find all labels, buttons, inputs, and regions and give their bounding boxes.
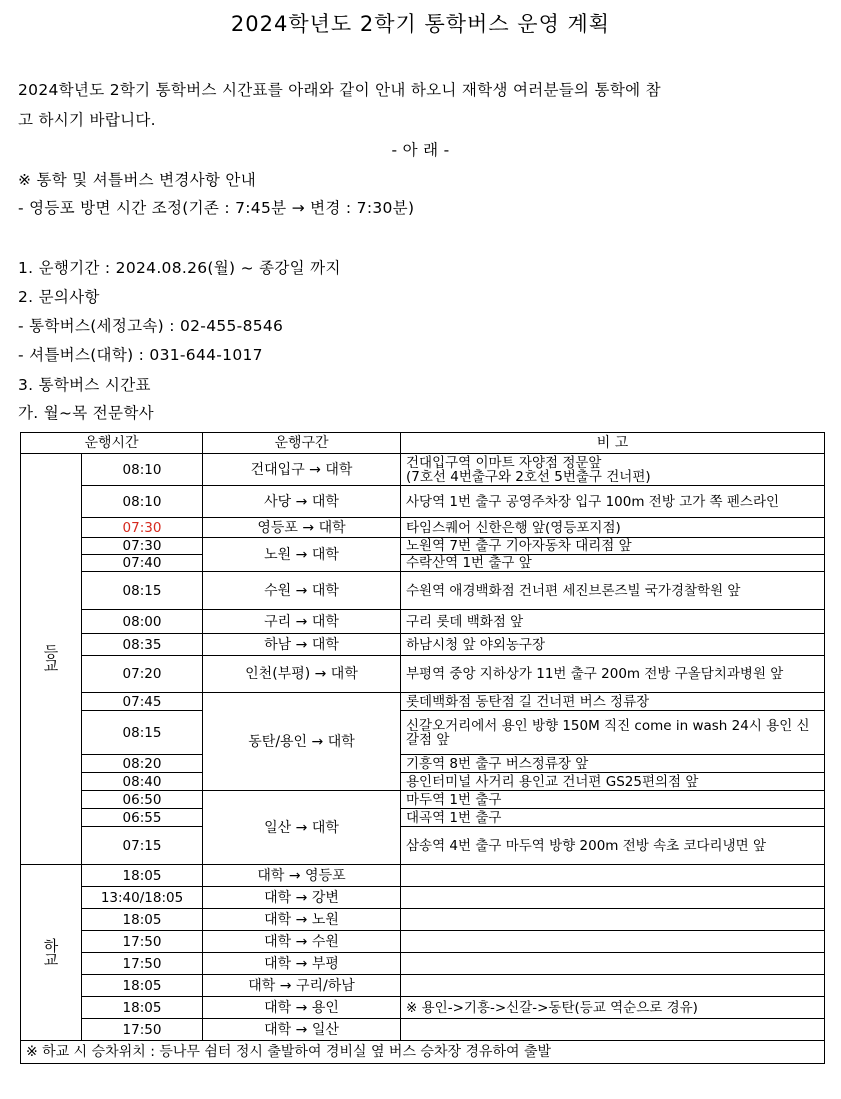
route-cell: 대학 → 일산 <box>203 1019 401 1041</box>
time-cell: 08:15 <box>82 711 203 755</box>
table-row <box>21 755 825 773</box>
header-note: 비 고 <box>401 433 825 454</box>
note-cell: 신갈오거리에서 용인 방향 150M 직진 come in wash 24시 용인 신갈점 앞 <box>401 711 825 755</box>
time-cell: 07:45 <box>82 693 203 711</box>
note-cell: 노원역 7번 출구 기아자동차 대리점 앞 <box>401 538 825 555</box>
note-cell: 건대입구역 이마트 자양점 정문앞 (7호선 4번출구와 2호선 5번출구 건너편) <box>401 454 825 486</box>
note-cell: 마두역 1번 출구 <box>401 791 825 809</box>
note-cell: 대곡역 1번 출구 <box>401 809 825 827</box>
note-cell: 수원역 애경백화점 건너편 세진브론즈빌 국가경찰학원 앞 <box>401 572 825 610</box>
time-cell: 08:10 <box>82 454 203 486</box>
page-title: 2024학년도 2학기 통학버스 운영 계획 <box>230 12 611 36</box>
intro-line-1: 2024학년도 2학기 통학버스 시간표를 아래와 같이 안내 하오니 재학생 여러분들의 통학에 참 <box>18 81 661 99</box>
time-cell: 08:35 <box>82 634 203 656</box>
table-row <box>21 809 825 827</box>
header-route: 운행구간 <box>203 433 401 454</box>
note-cell <box>401 887 825 909</box>
time-cell: 07:20 <box>82 656 203 693</box>
time-cell: 07:30 <box>82 538 203 555</box>
time-cell: 08:20 <box>82 755 203 773</box>
time-cell: 08:15 <box>82 572 203 610</box>
note-cell: 삼송역 4번 출구 마두역 방향 200m 전방 속초 코다리냉면 앞 <box>401 827 825 865</box>
note-cell: 수락산역 1번 출구 앞 <box>401 555 825 572</box>
route-cell: 인천(부평) → 대학 <box>203 656 401 693</box>
time-cell: 17:50 <box>82 931 203 953</box>
group-label-from-school: 하 교 <box>21 865 82 1041</box>
timetable-subtitle: 가. 월~목 전문학사 <box>18 404 154 422</box>
table-row <box>21 1019 825 1041</box>
route-cell: 대학 → 영등포 <box>203 865 401 887</box>
table-row <box>21 887 825 909</box>
time-cell: 18:05 <box>82 909 203 931</box>
note-cell <box>401 975 825 997</box>
note-cell <box>401 1019 825 1041</box>
table-row <box>21 827 825 865</box>
table-row <box>21 555 825 572</box>
time-cell: 17:50 <box>82 1019 203 1041</box>
table-row <box>21 931 825 953</box>
note-cell: 타임스퀘어 신한은행 앞(영등포지점) <box>401 518 825 538</box>
header-time: 운행시간 <box>21 433 203 454</box>
shuttle-contact: - 셔틀버스(대학) : 031-644-1017 <box>18 346 263 364</box>
note-cell: 구리 롯데 백화점 앞 <box>401 610 825 634</box>
time-cell: 07:40 <box>82 555 203 572</box>
time-cell: 07:15 <box>82 827 203 865</box>
table-row <box>21 656 825 693</box>
table-row <box>21 791 825 809</box>
table-footer-row <box>21 1041 825 1064</box>
time-cell: 18:05 <box>82 997 203 1019</box>
table-row <box>21 634 825 656</box>
table-row <box>21 486 825 518</box>
note-cell: 용인터미널 사거리 용인교 건너편 GS25편의점 앞 <box>401 773 825 791</box>
table-header-row <box>21 433 825 454</box>
route-cell: 대학 → 수원 <box>203 931 401 953</box>
route-cell: 하남 → 대학 <box>203 634 401 656</box>
time-cell: 18:05 <box>82 865 203 887</box>
time-cell: 18:05 <box>82 975 203 997</box>
table-row <box>21 773 825 791</box>
route-cell: 사당 → 대학 <box>203 486 401 518</box>
route-cell: 일산 → 대학 <box>203 791 401 865</box>
note-cell: ※ 용인->기흥->신갈->동탄(등교 역순으로 경유) <box>401 997 825 1019</box>
below-heading: - 아 래 - <box>391 141 450 159</box>
operation-period: 1. 운행기간 : 2024.08.26(월) ~ 종강일 까지 <box>18 259 341 277</box>
notice-detail: - 영등포 방면 시간 조정(기존 : 7:45분 → 변경 : 7:30분) <box>18 199 415 217</box>
table-row <box>21 693 825 711</box>
route-cell: 건대입구 → 대학 <box>203 454 401 486</box>
table-row <box>21 865 825 887</box>
note-cell <box>401 931 825 953</box>
group-label-to-school: 등 교 <box>21 454 82 865</box>
note-cell: 사당역 1번 출구 공영주차장 입구 100m 전방 고가 쪽 펜스라인 <box>401 486 825 518</box>
time-cell: 17:50 <box>82 953 203 975</box>
pickup-location-note: ※ 하교 시 승차위치 : 등나무 쉼터 정시 출발하여 경비실 옆 버스 승차장 경유하여 출발 <box>21 1041 825 1064</box>
table-row <box>21 538 825 555</box>
note-cell <box>401 865 825 887</box>
route-cell: 노원 → 대학 <box>203 538 401 572</box>
time-cell: 06:50 <box>82 791 203 809</box>
route-cell: 대학 → 노원 <box>203 909 401 931</box>
bus-timetable <box>20 432 825 1064</box>
time-cell-highlight: 07:30 <box>82 518 203 538</box>
route-cell: 대학 → 부평 <box>203 953 401 975</box>
table-row <box>21 610 825 634</box>
table-row <box>21 454 825 486</box>
table-row <box>21 711 825 755</box>
route-cell: 구리 → 대학 <box>203 610 401 634</box>
route-cell: 대학 → 구리/하남 <box>203 975 401 997</box>
route-cell: 영등포 → 대학 <box>203 518 401 538</box>
route-cell: 대학 → 강변 <box>203 887 401 909</box>
note-cell: 롯데백화점 동탄점 길 건너편 버스 정류장 <box>401 693 825 711</box>
route-cell: 동탄/용인 → 대학 <box>203 693 401 791</box>
route-cell: 대학 → 용인 <box>203 997 401 1019</box>
time-cell: 06:55 <box>82 809 203 827</box>
note-cell <box>401 953 825 975</box>
timetable-heading: 3. 통학버스 시간표 <box>18 376 151 394</box>
table-row <box>21 909 825 931</box>
route-cell: 수원 → 대학 <box>203 572 401 610</box>
intro-line-2: 고 하시기 바랍니다. <box>18 111 156 129</box>
table-row <box>21 572 825 610</box>
time-cell: 08:10 <box>82 486 203 518</box>
table-row <box>21 518 825 538</box>
note-cell: 부평역 중앙 지하상가 11번 출구 200m 전방 구올담치과병원 앞 <box>401 656 825 693</box>
table-row <box>21 953 825 975</box>
time-cell: 08:00 <box>82 610 203 634</box>
table-row <box>21 997 825 1019</box>
inquiry-heading: 2. 문의사항 <box>18 288 100 306</box>
bus-contact: - 통학버스(세정고속) : 02-455-8546 <box>18 317 284 335</box>
note-cell: 하남시청 앞 야외농구장 <box>401 634 825 656</box>
time-cell: 13:40/18:05 <box>82 887 203 909</box>
time-cell: 08:40 <box>82 773 203 791</box>
table-row <box>21 975 825 997</box>
note-cell: 기흥역 8번 출구 버스정류장 앞 <box>401 755 825 773</box>
notice-heading: ※ 통학 및 셔틀버스 변경사항 안내 <box>18 171 256 189</box>
note-cell <box>401 909 825 931</box>
